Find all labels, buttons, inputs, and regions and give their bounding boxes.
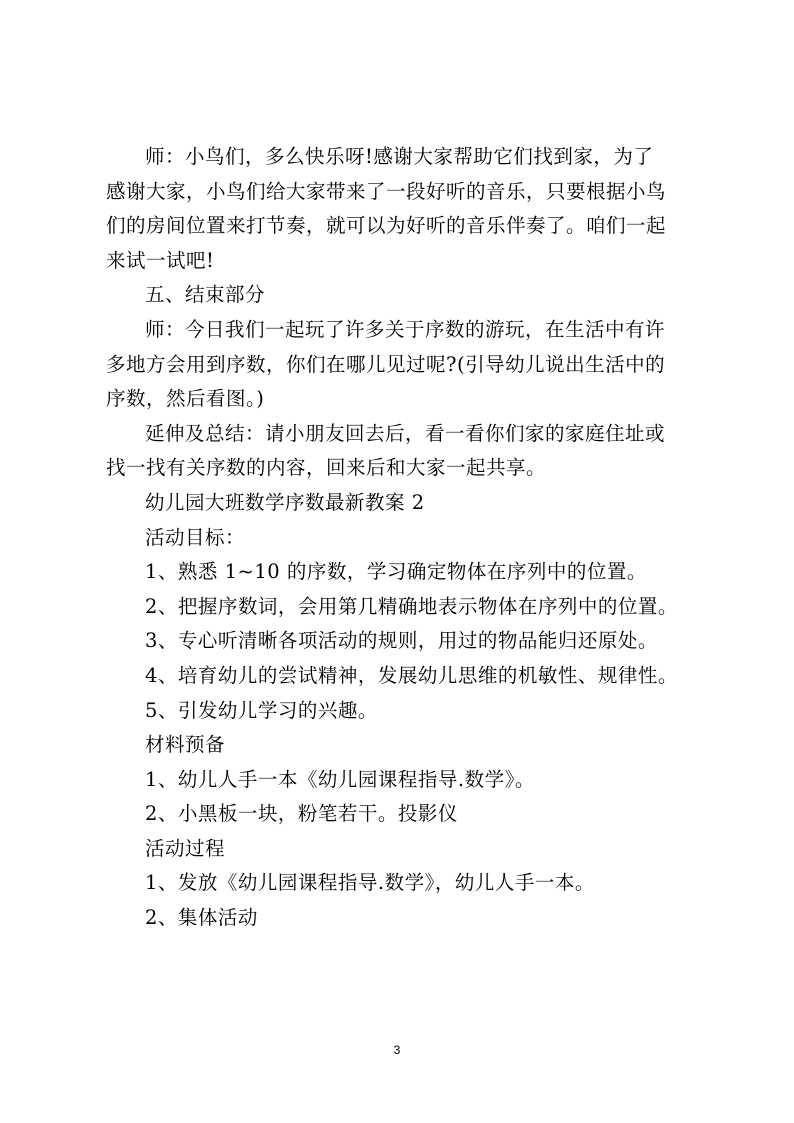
section-heading: 活动目标：	[145, 525, 246, 549]
paragraph-line: 感谢大家，小鸟们给大家带来了一段好听的音乐，只要根据小鸟	[106, 179, 667, 203]
list-item: 5、引发幼儿学习的兴趣。	[145, 698, 378, 722]
list-item: 1、熟悉 1~10 的序数，学习确定物体在序列中的位置。	[145, 560, 647, 584]
paragraph-line: 找一找有关序数的内容，回来后和大家一起共享。	[106, 456, 547, 480]
list-item: 3、专心听清晰各项活动的规则，用过的物品能归还原处。	[145, 629, 658, 653]
section-heading: 活动过程	[145, 836, 226, 860]
paragraph-line: 延伸及总结：请小朋友回去后，看一看你们家的家庭住址或	[145, 421, 666, 445]
document-body	[106, 140, 696, 936]
paragraph-line: 序数，然后看图。)	[106, 387, 265, 411]
list-item: 4、培育幼儿的尝试精神，发展幼儿思维的机敏性、规律性。	[145, 663, 678, 687]
list-item: 1、发放《幼儿园课程指导.数学》，幼儿人手一本。	[145, 871, 595, 895]
paragraph-line: 多地方会用到序数，你们在哪儿见过呢?(引导幼儿说出生活中的	[106, 352, 666, 376]
section-heading: 五、结束部分	[145, 283, 266, 307]
list-item: 2、把握序数词，会用第几精确地表示物体在序列中的位置。	[145, 594, 678, 618]
list-item: 2、集体活动	[145, 906, 258, 930]
paragraph-line: 们的房间位置来打节奏，就可以为好听的音乐伴奏了。咱们一起	[106, 214, 667, 238]
paragraph-line: 来试一试吧!	[106, 248, 215, 272]
page-number: 3	[393, 1043, 401, 1057]
section-heading: 材料预备	[145, 733, 226, 757]
list-item: 2、小黑板一块，粉笔若干。投影仪	[145, 802, 458, 826]
paragraph-line: 师：今日我们一起玩了许多关于序数的游玩，在生活中有许	[145, 317, 666, 341]
list-item: 1、幼儿人手一本《幼儿园课程指导.数学》。	[145, 767, 535, 791]
lesson-title: 幼儿园大班数学序数最新教案 2	[145, 490, 425, 514]
paragraph-line: 师：小鸟们，多么快乐呀!感谢大家帮助它们找到家，为了	[145, 145, 654, 168]
